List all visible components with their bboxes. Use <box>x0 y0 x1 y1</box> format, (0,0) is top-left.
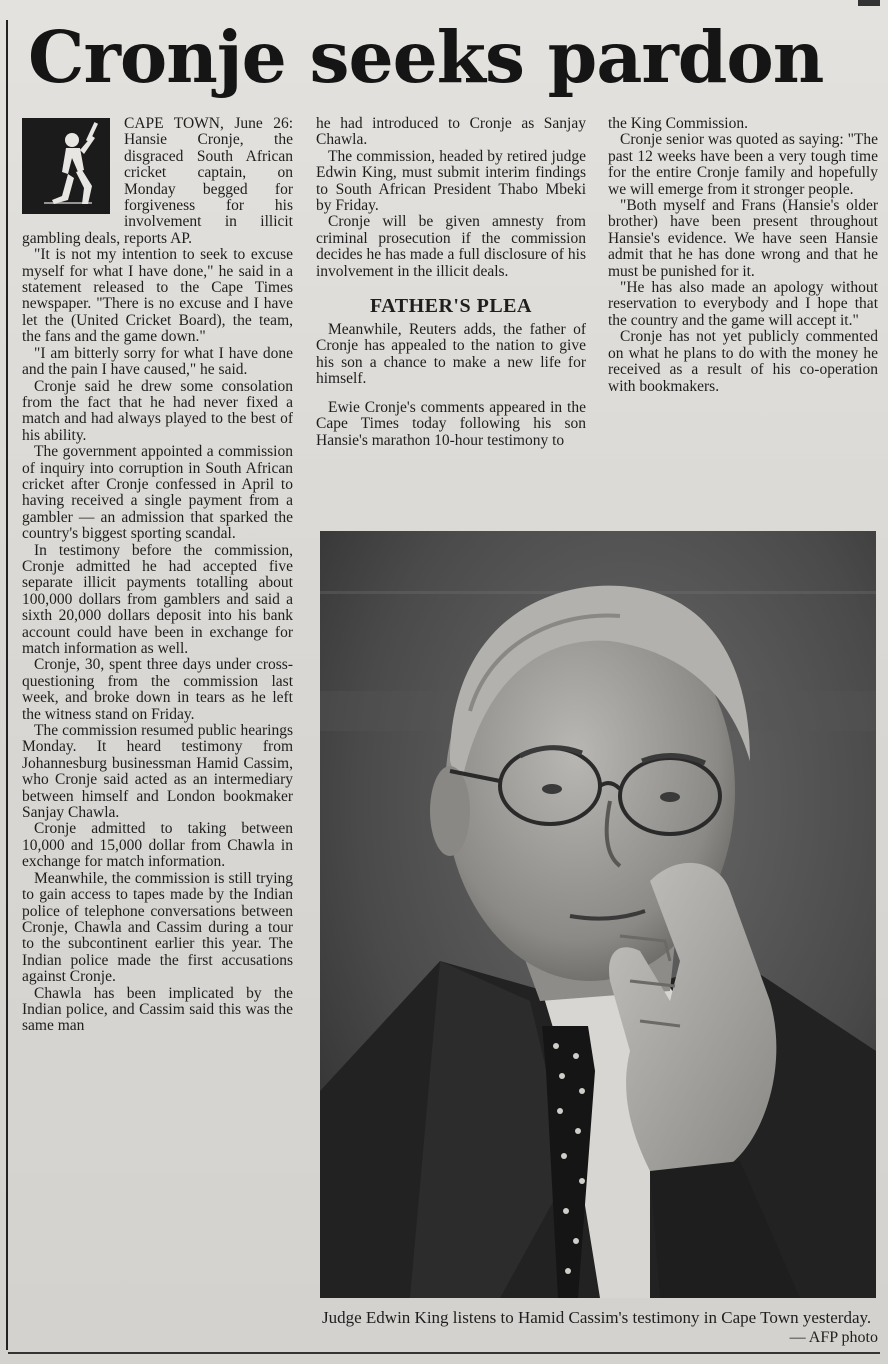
paragraph: Cronje said he drew some consolation from the fact that he had never fixed a match and had always played to the best of his ability. <box>22 377 293 444</box>
paragraph: Chawla has been implicated by the Indian police, and Cassim said this was the same man <box>22 984 293 1035</box>
paragraph: Ewie Cronje's comments appeared in the Cape Times today following his son Hansie's marathon 10-hour testimony to <box>316 398 586 449</box>
caption-text: Judge Edwin King listens to Hamid Cassim's testimony in Cape Town yesterday. <box>322 1308 872 1327</box>
cricket-batsman-icon <box>22 118 110 214</box>
article-column-1 <box>22 116 293 1348</box>
paragraph: The commission, headed by retired judge Edwin King, must submit interim findings to South African President Thabo Mbeki by Friday. <box>316 147 586 215</box>
paragraph: "It is not my intention to seek to excuse myself for what I have done," he said in a statement released to the Cape Times newspaper. "There is no excuse and I have let the (United Cricket Board), the team, the fans and the game down." <box>22 246 293 346</box>
paragraph: the King Commission. <box>608 116 748 132</box>
paragraph: Meanwhile, Reuters adds, the father of Cronje has appealed to the nation to give his son a chance to make a new life for himself. <box>316 321 586 388</box>
photo-credit: — AFP photo <box>789 1329 878 1346</box>
paragraph: "Both myself and Frans (Hansie's older brother) have been present throughout Hansie's evidence. We have seen Hansie admit that he has done wrong and that he must be punished for it. <box>608 197 878 280</box>
article-column-2 <box>316 116 586 526</box>
paragraph: "He has also made an apology without reservation to everybody and I hope that the country and the game will accept it." <box>608 279 878 329</box>
paragraph: "I am bitterly sorry for what I have done and the pain I have caused," he said. <box>22 344 293 379</box>
headline: Cronje seeks pardon <box>28 15 824 99</box>
paragraph: Cronje admitted to taking between 10,000 and 15,000 dollar from Chawla in exchange for match information. <box>22 820 293 871</box>
paragraph: Cronje has not yet publicly commented on what he plans to do with the money he received as a result of his co-operation with bookmakers. <box>608 328 878 395</box>
paragraph: The government appointed a commission of inquiry into corruption in South African cricket after Cronje confessed in April to having received a single payment from a gambler — an admission that sparked the country's biggest sporting scandal. <box>22 443 293 543</box>
column-rule-left <box>6 20 8 1350</box>
paragraph: CAPE TOWN, June 26: Hansie Cronje, the disgraced South African cricket captain, on Monday begged for forgiveness for his involvement in illicit gambling deals, reports AP. <box>22 116 293 247</box>
paragraph: Cronje will be given amnesty from criminal prosecution if the commission decides he has made a full disclosure of his involvement in the illicit deals. <box>316 213 586 280</box>
subheading: FATHER'S PLEA <box>370 295 532 318</box>
article-column-3 <box>608 116 878 526</box>
paragraph: Cronje, 30, spent three days under cross-questioning from the commission last week, and broke down in tears as he left the witness stand on Friday. <box>22 656 293 723</box>
paragraph: he had introduced to Cronje as Sanjay Chawla. <box>316 116 586 149</box>
paragraph: In testimony before the commission, Cronje admitted he had accepted five separate illicit payments totalling about 100,000 dollars from gamblers and said a sixth 20,000 dollars deposit into his bank account could have been in exchange for match information as well. <box>22 541 293 657</box>
bottom-rule <box>8 1352 880 1354</box>
photo-caption <box>322 1308 878 1348</box>
paragraph: Meanwhile, the commission is still trying to gain access to tapes made by the Indian police of telephone conversations between Cronje, Chawla and Cassim during a tour to the subcontinent earlier this year. The Indian police made the first accusations against Cronje. <box>22 869 293 986</box>
news-photo <box>320 531 876 1298</box>
paragraph: Cronje senior was quoted as saying: "The past 12 weeks have been a very tough time for the entire Cronje family and hopefully we will emerge from it stronger people. <box>608 131 878 198</box>
paragraph: The commission resumed public hearings Monday. It heard testimony from Johannesburg businessman Hamid Cassim, who Cronje said acted as an intermediary between himself and London bookmaker Sanjay Chawla. <box>22 722 293 822</box>
corner-mark <box>858 0 880 6</box>
